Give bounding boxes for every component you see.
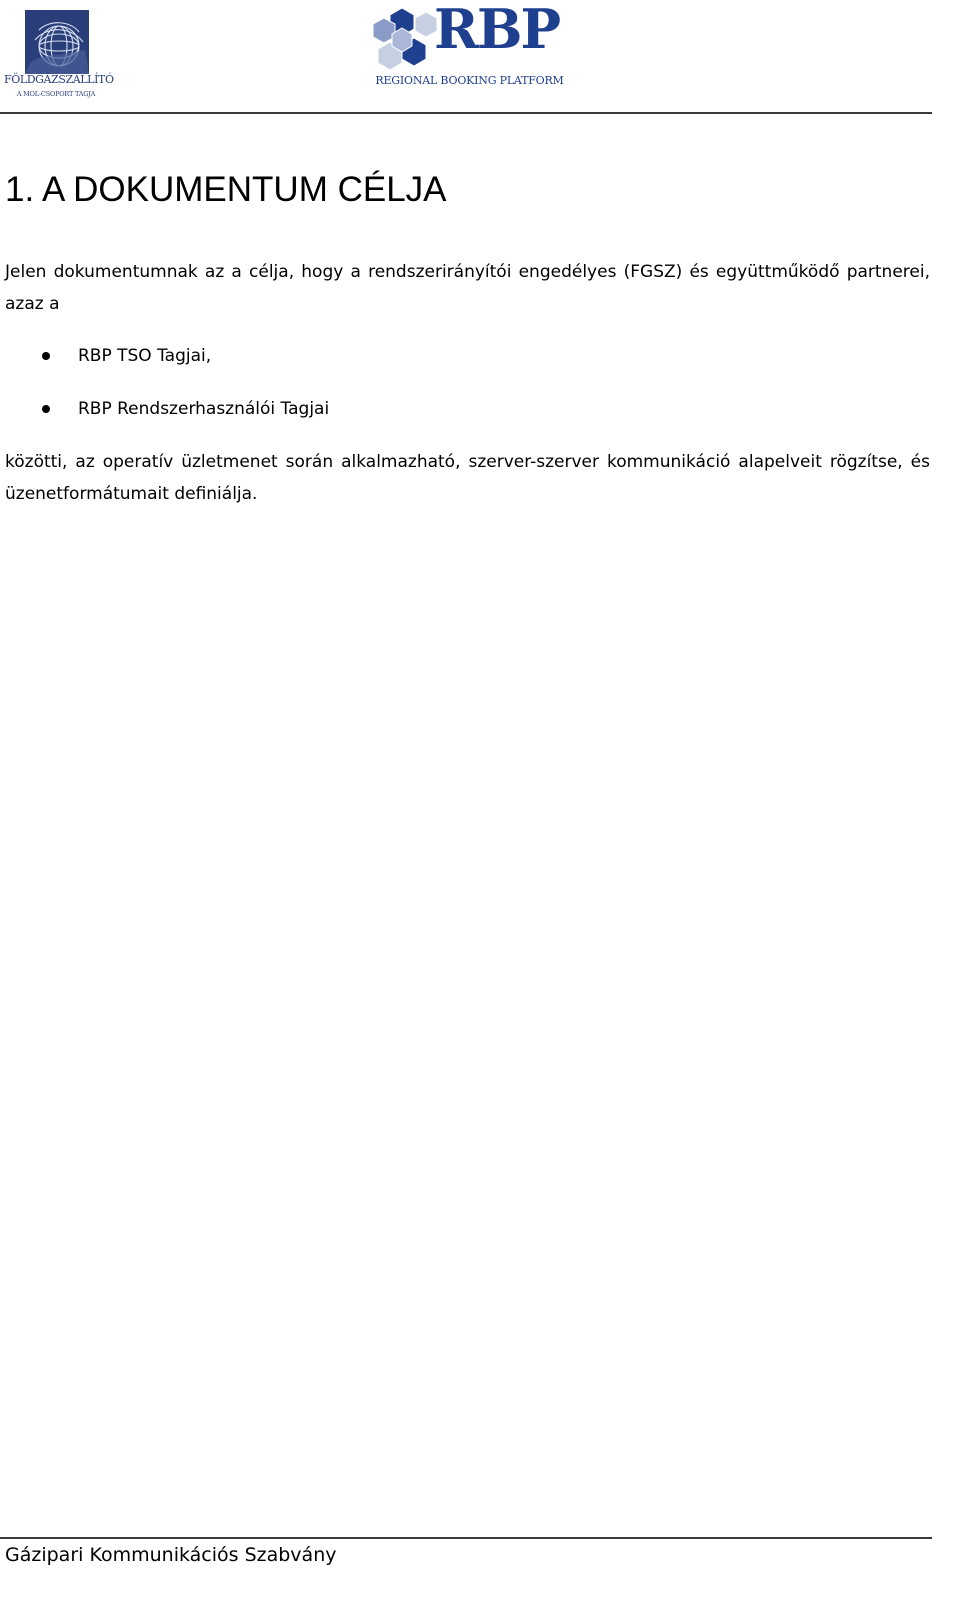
list-item-text: RBP Rendszerhasználói Tagjai: [78, 399, 330, 419]
list-item: [0, 340, 900, 393]
footer-text: Gázipari Kommunikációs Szabvány: [5, 1544, 337, 1566]
footer-divider: [0, 1537, 932, 1539]
intro-paragraph: Jelen dokumentumnak az a célja, hogy a rendszerirányítói engedélyes (FGSZ) és együttműködő partnerei, azaz a: [5, 262, 930, 314]
rbp-hexagon-cluster-icon: [372, 8, 442, 76]
bullet-dot-icon: [42, 352, 50, 360]
list-item: [0, 393, 900, 446]
fgsz-tagline-text: A MOL-CSOPORT TAGJA: [16, 90, 96, 98]
conclusion-paragraph: közötti, az operatív üzletmenet során alkalmazható, szerver-szerver kommunikáció alapelveit rögzítse, és üzenetformátumait definiálja.: [5, 452, 930, 504]
fgsz-globe-emblem-icon: [25, 10, 89, 74]
section-title-rest: DOKUMENTUM CÉLJA: [73, 170, 447, 209]
section-title-initial: A: [42, 170, 64, 209]
list-item-text: RBP TSO Tagjai,: [78, 346, 212, 366]
rbp-logo: [372, 0, 582, 92]
rbp-wordmark: RBP: [434, 0, 560, 61]
page-header: [0, 0, 960, 116]
section-heading: [5, 168, 447, 212]
header-divider: [0, 112, 932, 114]
fgsz-logo: [4, 10, 114, 100]
member-bullet-list: [0, 340, 900, 446]
bullet-dot-icon: [42, 405, 50, 413]
section-number: 1.: [5, 170, 35, 209]
fgsz-brand-text: FÖLDGÁZSZÁLLÍTÓ: [4, 73, 114, 86]
rbp-subtitle: REGIONAL BOOKING PLATFORM: [375, 74, 564, 87]
